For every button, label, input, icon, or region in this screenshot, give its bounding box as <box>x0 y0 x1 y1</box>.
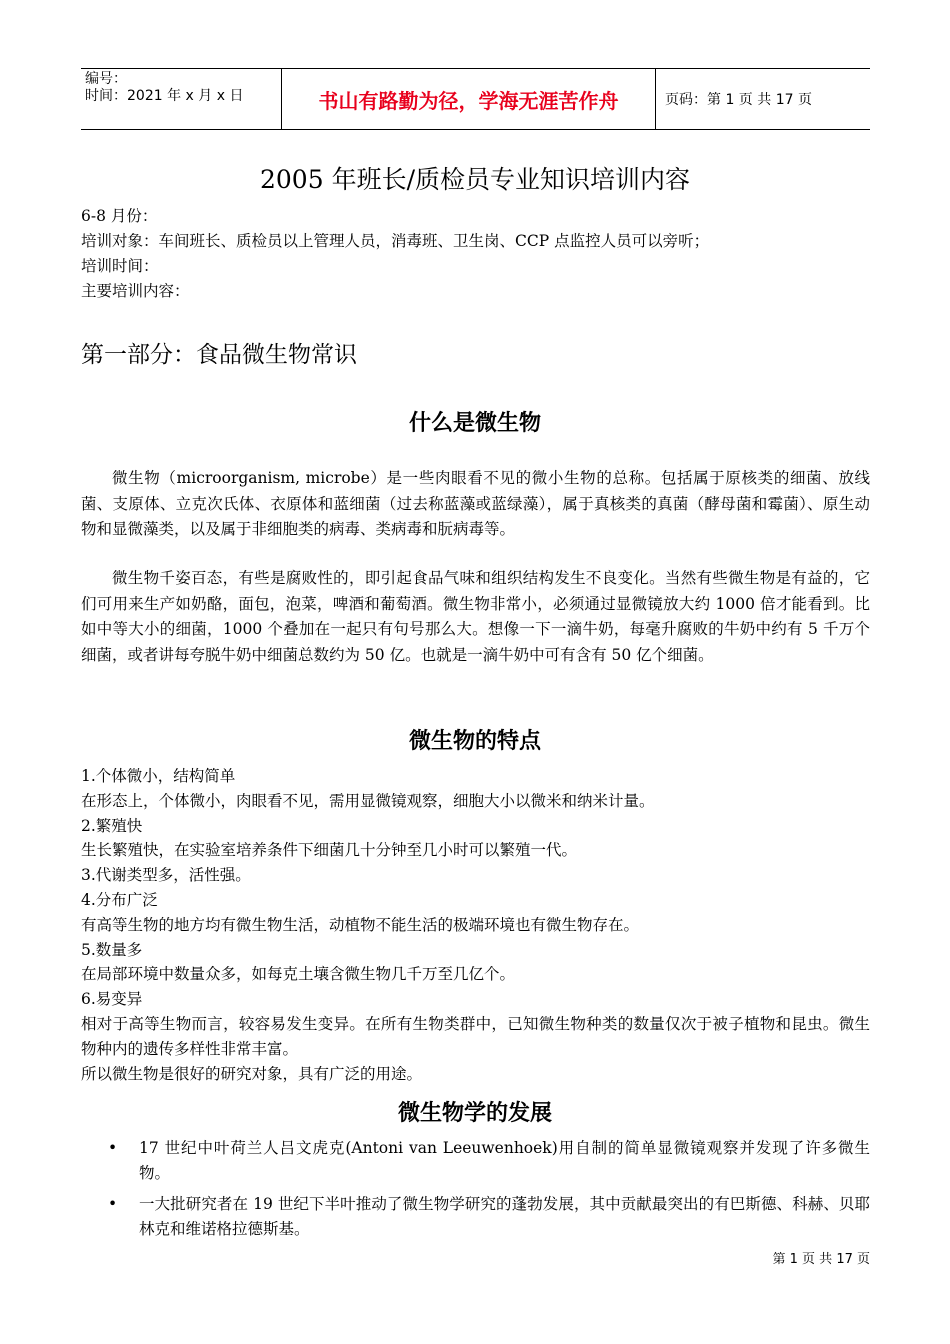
variation-text: 相对于高等生物而言，较容易发生变异。在所有生物类群中，已知微生物种类的数量仅次于被子植物和昆虫。微生物种内的遗传多样性非常丰富。 <box>81 1014 870 1058</box>
intro-months: 6-8 月份： <box>81 207 158 225</box>
part-title: 第一部分：食品微生物常识 <box>81 342 357 368</box>
list-item: 6.易变异 <box>81 990 143 1009</box>
bullet-dot-icon: • <box>108 1139 118 1157</box>
list-item: 3.代谢类型多，活性强。 <box>81 866 251 885</box>
list-item: 4.分布广泛 <box>81 890 158 909</box>
header-time-label: 时间：2021 年 x 月 x 日 <box>85 88 244 104</box>
document-title: 2005 年班长/质检员专业知识培训内容 <box>260 165 690 194</box>
header-page-info: 页码：第 1 页 共 17 页 <box>665 92 812 108</box>
list-item: 1.个体微小，结构简单 <box>81 767 236 785</box>
intro-block <box>81 204 709 304</box>
list-item: 在局部环境中数量众多，如每克土壤含微生物几千万至几亿个。 <box>81 965 516 984</box>
bullet-text: 一大批研究者在 19 世纪下半叶推动了微生物学研究的蓬勃发展，其中贡献最突出的有巴斯德、科赫、贝耶林克和维诺格拉德斯基。 <box>139 1195 870 1238</box>
conclusion-text: 所以微生物是很好的研究对象，具有广泛的用途。 <box>81 1064 423 1083</box>
page-header <box>81 68 870 130</box>
bullet-item <box>81 1192 870 1242</box>
header-divider <box>655 69 656 129</box>
section1-paragraph-1: 微生物（microorganism, microbe）是一些肉眼看不见的微小生物的总称。包括属于原核类的细菌、放线菌、支原体、立克次氏体、衣原体和蓝细菌（过去称蓝藻或蓝绿藻），属于真核类的真菌（酵母菌和霉菌）、原生动物和显微藻类，以及属于非细胞类的病毒、类病毒和朊病毒等。 <box>81 469 870 538</box>
characteristics-list <box>81 764 870 1086</box>
section-heading-what-is-microbe: 什么是微生物 <box>408 411 541 436</box>
list-item: 2.繁殖快 <box>81 816 143 835</box>
page-footer: 第 1 页 共 17 页 <box>772 1252 870 1267</box>
intro-time: 培训时间： <box>81 257 159 275</box>
section1-paragraph-2: 微生物千姿百态，有些是腐败性的，即引起食品气味和组织结构发生不良变化。当然有些微生物是有益的，它们可用来生产如奶酪，面包，泡菜，啤酒和葡萄酒。微生物非常小，必须通过显微镜放大约 1000 倍才能看到。比如中等大小的细菌，1000 个叠加在一起只有句号那么大。想像一下一滴牛奶，每毫升腐败的牛奶中约有 5 千万个细菌，或者讲每夸脱牛奶中细菌总数约为 50 亿。也就是一滴牛奶中可有含有 50 亿个细菌。 <box>81 569 870 664</box>
header-motto: 书山有路勤为径，学海无涯苦作舟 <box>318 88 619 113</box>
intro-audience: 培训对象：车间班长、质检员以上管理人员，消毒班、卫生岗、CCP 点监控人员可以旁听； <box>81 232 710 250</box>
development-bullets <box>81 1136 870 1248</box>
header-meta <box>85 71 280 105</box>
section-heading-characteristics: 微生物的特点 <box>408 729 541 754</box>
section-heading-development: 微生物学的发展 <box>397 1101 552 1126</box>
list-item: 有高等生物的地方均有微生物生活，动植物不能生活的极端环境也有微生物存在。 <box>81 915 640 934</box>
list-item: 在形态上，个体微小，肉眼看不见，需用显微镜观察，细胞大小以微米和纳米计量。 <box>81 791 655 810</box>
bullet-dot-icon: • <box>108 1195 118 1213</box>
bullet-item <box>81 1136 870 1186</box>
list-item: 生长繁殖快，在实验室培养条件下细菌几十分钟至几小时可以繁殖一代。 <box>81 841 578 860</box>
bullet-text: 17 世纪中叶荷兰人吕文虎克(Antoni van Leeuwenhoek)用自制的简单显微镜观察并发现了许多微生物。 <box>139 1139 870 1182</box>
intro-content: 主要培训内容： <box>81 282 190 300</box>
header-number-label: 编号： <box>85 71 127 87</box>
list-item: 5.数量多 <box>81 940 143 959</box>
